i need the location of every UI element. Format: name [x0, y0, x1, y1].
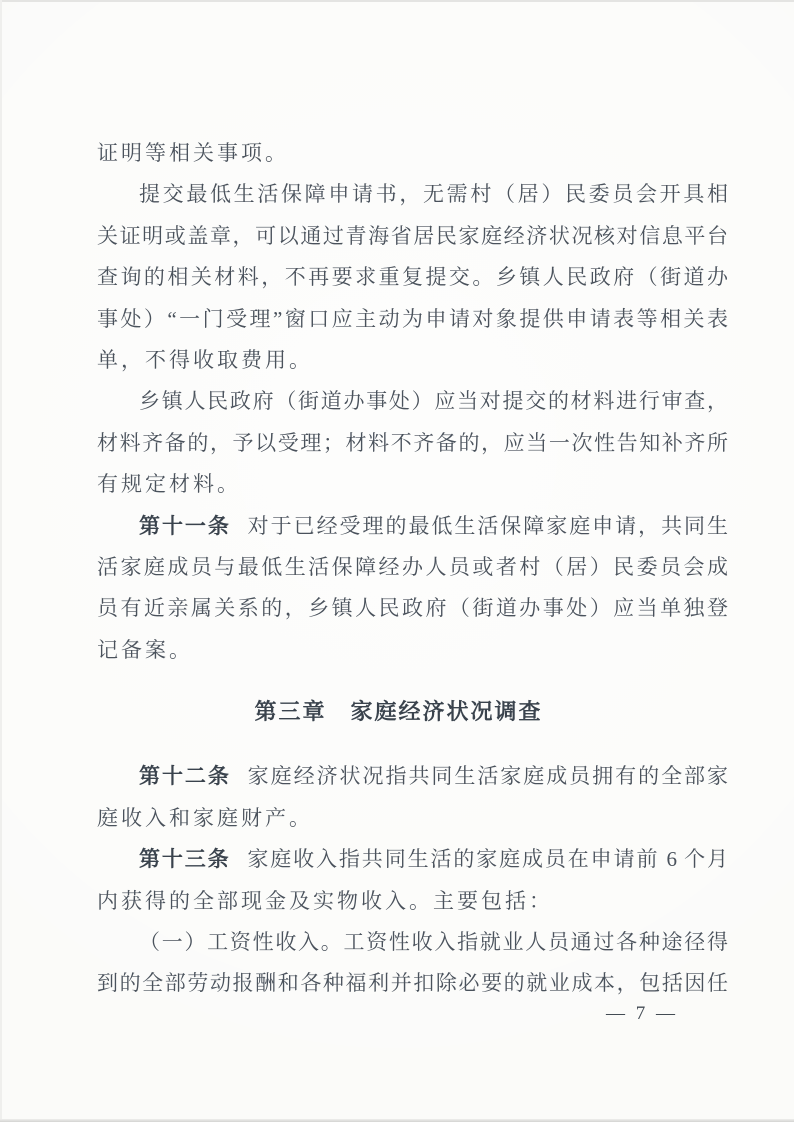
text-line-article-12	[97, 756, 728, 797]
text-line: 活家庭成员与最低生活保障经办人员或者村（居）民委员会成	[97, 554, 728, 579]
text-line: 乡镇人民政府（街道办事处）应当对提交的材料进行审查，	[139, 389, 728, 414]
text-line-article-13	[97, 839, 728, 880]
article-number: 第十二条	[139, 764, 231, 789]
chapter-heading: 第三章 家庭经济状况调查	[254, 699, 543, 725]
text-line: 内获得的全部现金及实物收入。主要包括：	[97, 888, 553, 913]
text-line: 有规定材料。	[97, 472, 241, 497]
text-line: 证明等相关事项。	[97, 141, 289, 165]
text-line: （一）工资性收入。工资性收入指就业人员通过各种途径得	[139, 930, 728, 955]
text-line: 查询的相关材料，不再要求重复提交。乡镇人民政府（街道办	[97, 265, 728, 290]
article-text: 家庭收入指共同生活的家庭成员在申请前 6 个月	[247, 847, 729, 872]
page-number: — 7 —	[606, 1003, 678, 1024]
article-text: 对于已经受理的最低生活保障家庭申请，共同生	[247, 513, 729, 538]
text-line: 材料齐备的，予以受理；材料不齐备的，应当一次性告知补齐所	[97, 430, 728, 455]
article-number: 第十三条	[139, 847, 231, 872]
text-line: 关证明或盖章，可以通过青海省居民家庭经济状况核对信息平台	[97, 223, 728, 248]
article-number: 第十一条	[139, 513, 231, 538]
text-line: 事处）“一门受理”窗口应主动为申请对象提供申请表等相关表	[97, 306, 728, 331]
document-body	[97, 133, 728, 1005]
text-line: 到的全部劳动报酬和各种福利并扣除必要的就业成本，包括因任	[97, 971, 728, 996]
text-line: 单，不得收取费用。	[97, 347, 313, 372]
scan-edge-top	[0, 0, 794, 2]
text-line: 记备案。	[97, 637, 193, 662]
text-line: 提交最低生活保障申请书，无需村（居）民委员会开具相	[139, 182, 728, 207]
text-line: 庭收入和家庭财产。	[97, 805, 313, 830]
text-line-article-11	[97, 506, 728, 547]
scan-edge-left	[0, 0, 2, 1122]
article-text: 家庭经济状况指共同生活家庭成员拥有的全部家	[247, 764, 729, 789]
text-line: 员有近亲属关系的，乡镇人民政府（街道办事处）应当单独登	[97, 596, 728, 621]
